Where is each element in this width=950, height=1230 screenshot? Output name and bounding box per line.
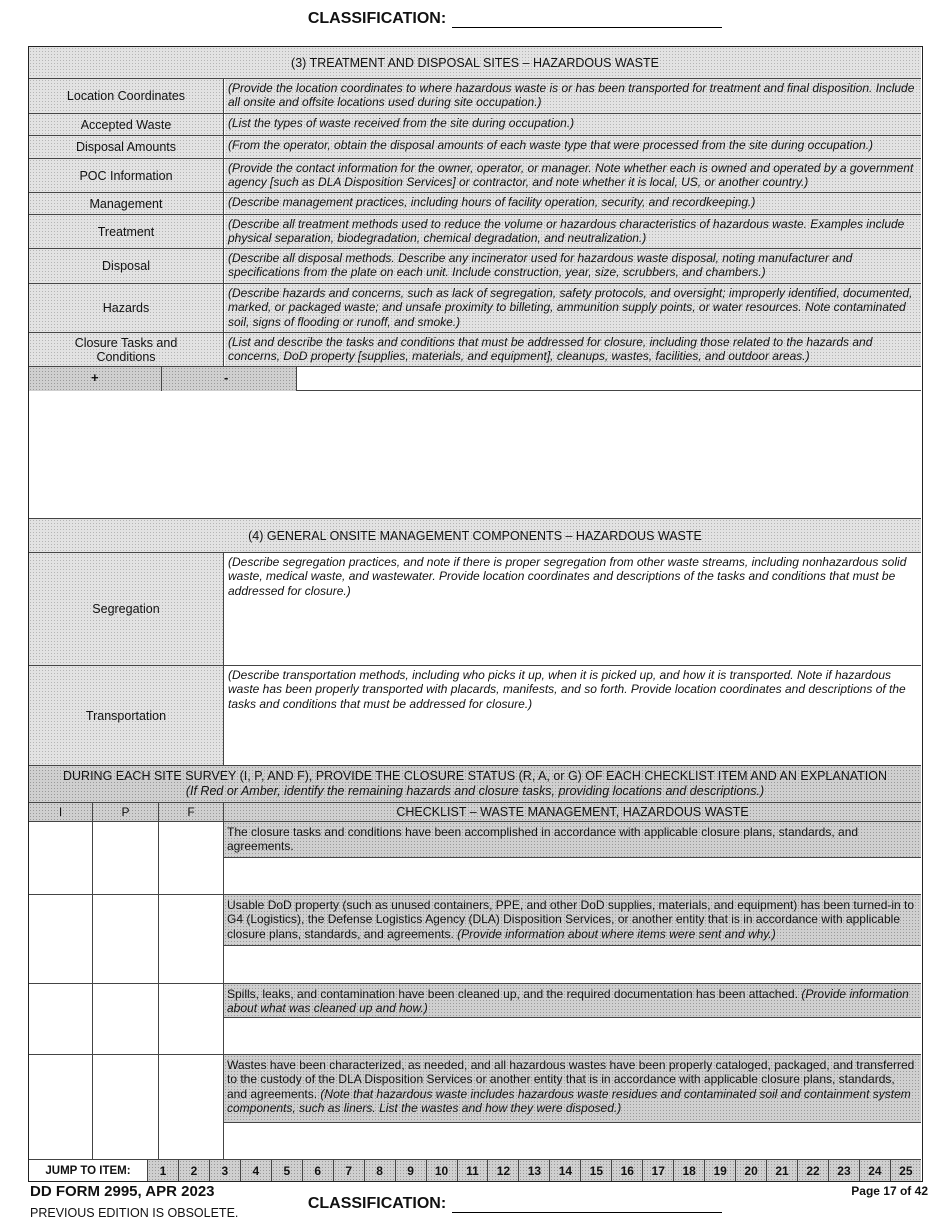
survey-line-1: DURING EACH SITE SURVEY (I, P, AND F), PROVIDE THE CLOSURE STATUS (R, A, or G) OF EACH CHECKLIST ITEM AND AN EXPLANATION: [62, 769, 887, 783]
row-disposal: [29, 249, 921, 284]
jump-item-5[interactable]: 5: [272, 1160, 303, 1181]
transportation-field[interactable]: (Describe transportation methods, including who picks it up, when it is picked up, and how it is transported. Note if hazardous waste has been properly transported with placards, manifests, and so forth. Provide location coordinates and descriptions of the tasks and conditions that must be addressed for closure.): [228, 668, 906, 711]
status-f-field[interactable]: [159, 895, 224, 983]
jump-item-10[interactable]: 10: [427, 1160, 458, 1181]
row-label: Disposal: [29, 249, 224, 283]
item-text: The closure tasks and conditions have been accomplished in accordance with applicable closure plans, standards, and agreements.: [227, 825, 859, 854]
row-instructions-field[interactable]: (From the operator, obtain the disposal amounts of each waste type that were processed from the site during occupation.): [225, 136, 921, 158]
jump-item-1[interactable]: 1: [148, 1160, 179, 1181]
checklist-item-text: [224, 895, 921, 946]
explanation-field[interactable]: [224, 1018, 921, 1054]
row-treatment: [29, 215, 921, 249]
checklist-item-text: [224, 1055, 921, 1123]
row-label: POC Information: [29, 159, 224, 192]
status-i-field[interactable]: [29, 984, 93, 1054]
row-label: Transportation: [29, 666, 224, 765]
status-p-field[interactable]: [93, 895, 159, 983]
row-disposal-amounts: [29, 136, 921, 159]
checklist-item: [29, 822, 921, 895]
checklist-header: [29, 803, 921, 822]
bottom-classification: [0, 1195, 950, 1213]
jump-item-8[interactable]: 8: [365, 1160, 396, 1181]
jump-item-2[interactable]: 2: [179, 1160, 210, 1181]
status-p-field[interactable]: [93, 1055, 159, 1159]
jump-item-20[interactable]: 20: [736, 1160, 767, 1181]
row-label: Segregation: [29, 553, 224, 665]
jump-item-21[interactable]: 21: [767, 1160, 798, 1181]
row-label: Location Coordinates: [29, 79, 224, 113]
row-instructions-field[interactable]: (Describe all treatment methods used to reduce the volume or hazardous characteristics of hazardous waste. Examples include physical separation, biodegradation, chemical degradation, and neutralization.): [225, 215, 921, 248]
row-label: Hazards: [29, 284, 224, 332]
section3-title: (3) TREATMENT AND DISPOSAL SITES – HAZARDOUS WASTE: [291, 55, 659, 70]
jump-item-17[interactable]: 17: [643, 1160, 674, 1181]
row-hazards: [29, 284, 921, 333]
checklist-item-text: [224, 822, 921, 858]
jump-item-18[interactable]: 18: [674, 1160, 705, 1181]
classification-label: CLASSIFICATION:: [307, 1195, 447, 1212]
row-poc-information: [29, 159, 921, 193]
jump-item-3[interactable]: 3: [210, 1160, 241, 1181]
row-label: Accepted Waste: [29, 114, 224, 135]
remove-row-button[interactable]: -: [162, 367, 297, 391]
section4-header: [29, 519, 921, 553]
item-text: Spills, leaks, and contamination have been cleaned up, and the required documentation has been attached.: [227, 987, 799, 1001]
row-controls: [29, 367, 921, 391]
jump-item-12[interactable]: 12: [488, 1160, 519, 1181]
status-f-field[interactable]: [159, 822, 224, 894]
page-number: Page 17 of 42: [851, 1184, 928, 1198]
row-transportation: [29, 666, 921, 766]
explanation-field[interactable]: [224, 946, 921, 983]
jump-item-24[interactable]: 24: [860, 1160, 891, 1181]
blank-area: [29, 391, 921, 519]
checklist-item: [29, 895, 921, 984]
section4-title: (4) GENERAL ONSITE MANAGEMENT COMPONENTS – HAZARDOUS WASTE: [248, 528, 702, 543]
row-instructions-field[interactable]: (List and describe the tasks and conditions that must be addressed for closure, including those related to the hazards and concerns, DoD property [supplies, materials, and equipment], cleanups, wastes, facilities, and outdoor areas.): [225, 333, 921, 366]
row-instructions-field[interactable]: (Describe management practices, including hours of facility operation, security, and recordkeeping.): [225, 193, 921, 214]
status-i-field[interactable]: [29, 822, 93, 894]
segregation-field[interactable]: (Describe segregation practices, and note if there is proper segregation from other waste streams, including nonhazardous solid waste, medical waste, and wastewater. Provide location coordinates and descriptions of the tasks and conditions that must be addressed for closure.): [228, 555, 907, 598]
item-note: (Provide information about where items were sent and why.): [457, 926, 776, 941]
jump-item-19[interactable]: 19: [705, 1160, 736, 1181]
row-instructions-field[interactable]: (Describe all disposal methods. Describe any incinerator used for hazardous waste disposal, noting manufacturer and specifications from the plate on each unit. Include construction, year, size, scrubbers, and chambers.): [225, 249, 921, 283]
col-f-header: F: [159, 803, 224, 821]
row-accepted-waste: [29, 114, 921, 136]
row-instructions-field[interactable]: (Provide the location coordinates to where hazardous waste is or has been transported for treatment and final disposition. Include all onsite and offsite locations used during site occupation.): [225, 79, 921, 113]
col-i-header: I: [29, 803, 93, 821]
jump-item-4[interactable]: 4: [241, 1160, 272, 1181]
row-label: Closure Tasks and Conditions: [29, 333, 224, 366]
status-f-field[interactable]: [159, 984, 224, 1054]
jump-item-16[interactable]: 16: [612, 1160, 643, 1181]
row-instructions-field[interactable]: (List the types of waste received from the site during occupation.): [225, 114, 921, 135]
status-f-field[interactable]: [159, 1055, 224, 1159]
jump-item-9[interactable]: 9: [396, 1160, 427, 1181]
classification-field[interactable]: [452, 10, 722, 28]
jump-item-11[interactable]: 11: [458, 1160, 489, 1181]
top-classification: [0, 10, 950, 28]
checklist-title: CHECKLIST – WASTE MANAGEMENT, HAZARDOUS WASTE: [396, 805, 749, 819]
jump-item-14[interactable]: 14: [550, 1160, 581, 1181]
item-note: (Provide information about what was cleaned up and how.): [227, 987, 909, 1016]
status-i-field[interactable]: [29, 895, 93, 983]
jump-item-25[interactable]: 25: [891, 1160, 921, 1181]
row-label: Management: [29, 193, 224, 214]
explanation-field[interactable]: [224, 1124, 921, 1159]
form-number: DD FORM 2995, APR 2023: [30, 1183, 215, 1200]
form-body: [28, 46, 923, 1182]
status-p-field[interactable]: [93, 822, 159, 894]
row-label: Treatment: [29, 215, 224, 248]
item-text: Usable DoD property (such as unused containers, PPE, and other DoD supplies, materials, and equipment) has been turned-in to G4 (Logistics), the Defense Logistics Agency (DLA) Disposition Services, or another entity that is in accordance with applicable closure plans, standards, and agreements.: [227, 898, 915, 941]
jump-to-item-bar: [29, 1159, 921, 1181]
classification-label: CLASSIFICATION:: [307, 10, 447, 27]
row-closure-tasks: [29, 333, 921, 367]
row-location-coordinates: [29, 79, 921, 114]
checklist-item-text: [224, 984, 921, 1018]
survey-line-2: (If Red or Amber, identify the remaining hazards and closure tasks, providing locations and descriptions.): [185, 784, 765, 798]
row-instructions-field[interactable]: (Provide the contact information for the owner, operator, or manager. Note whether each is owned and operated by a government agency [such as DLA Disposition Services] or contractor, and note whether it is local, US, or another country.): [225, 159, 921, 192]
jump-item-22[interactable]: 22: [798, 1160, 829, 1181]
survey-instructions: [29, 766, 921, 803]
jump-item-7[interactable]: 7: [334, 1160, 365, 1181]
obsolete-note: PREVIOUS EDITION IS OBSOLETE.: [30, 1206, 239, 1220]
explanation-field[interactable]: [224, 858, 921, 894]
add-row-button[interactable]: +: [29, 367, 162, 391]
section3-header: [29, 47, 921, 79]
classification-field[interactable]: [452, 1195, 722, 1213]
row-segregation: [29, 553, 921, 666]
checklist-item: [29, 984, 921, 1055]
checklist-item: [29, 1055, 921, 1159]
jump-item-13[interactable]: 13: [519, 1160, 550, 1181]
jump-item-6[interactable]: 6: [303, 1160, 334, 1181]
jump-item-23[interactable]: 23: [829, 1160, 860, 1181]
status-i-field[interactable]: [29, 1055, 93, 1159]
jump-label: JUMP TO ITEM:: [29, 1160, 148, 1181]
item-note: (Note that hazardous waste includes hazardous waste residues and contaminated soil and containment system components, such as liners. List the wastes and how they were disposed.): [227, 1086, 911, 1116]
row-label: Disposal Amounts: [29, 136, 224, 158]
row-instructions-field[interactable]: (Describe hazards and concerns, such as lack of segregation, safety protocols, and oversight; improperly identified, documented, marked, or packaged waste; and unsafe proximity to billeting, ammunition supply points, or water resources. Note contaminated soil, signs of flooding or runoff, and smoke.): [225, 284, 921, 332]
col-p-header: P: [93, 803, 159, 821]
status-p-field[interactable]: [93, 984, 159, 1054]
jump-item-15[interactable]: 15: [581, 1160, 612, 1181]
row-management: [29, 193, 921, 215]
item-text: Wastes have been characterized, as needed, and all hazardous wastes have been properly cataloged, packaged, and transferred to the custody of the DLA Disposition Services or another entity that is in accordance with applicable closure plans, standards, and agreements.: [227, 1058, 915, 1101]
